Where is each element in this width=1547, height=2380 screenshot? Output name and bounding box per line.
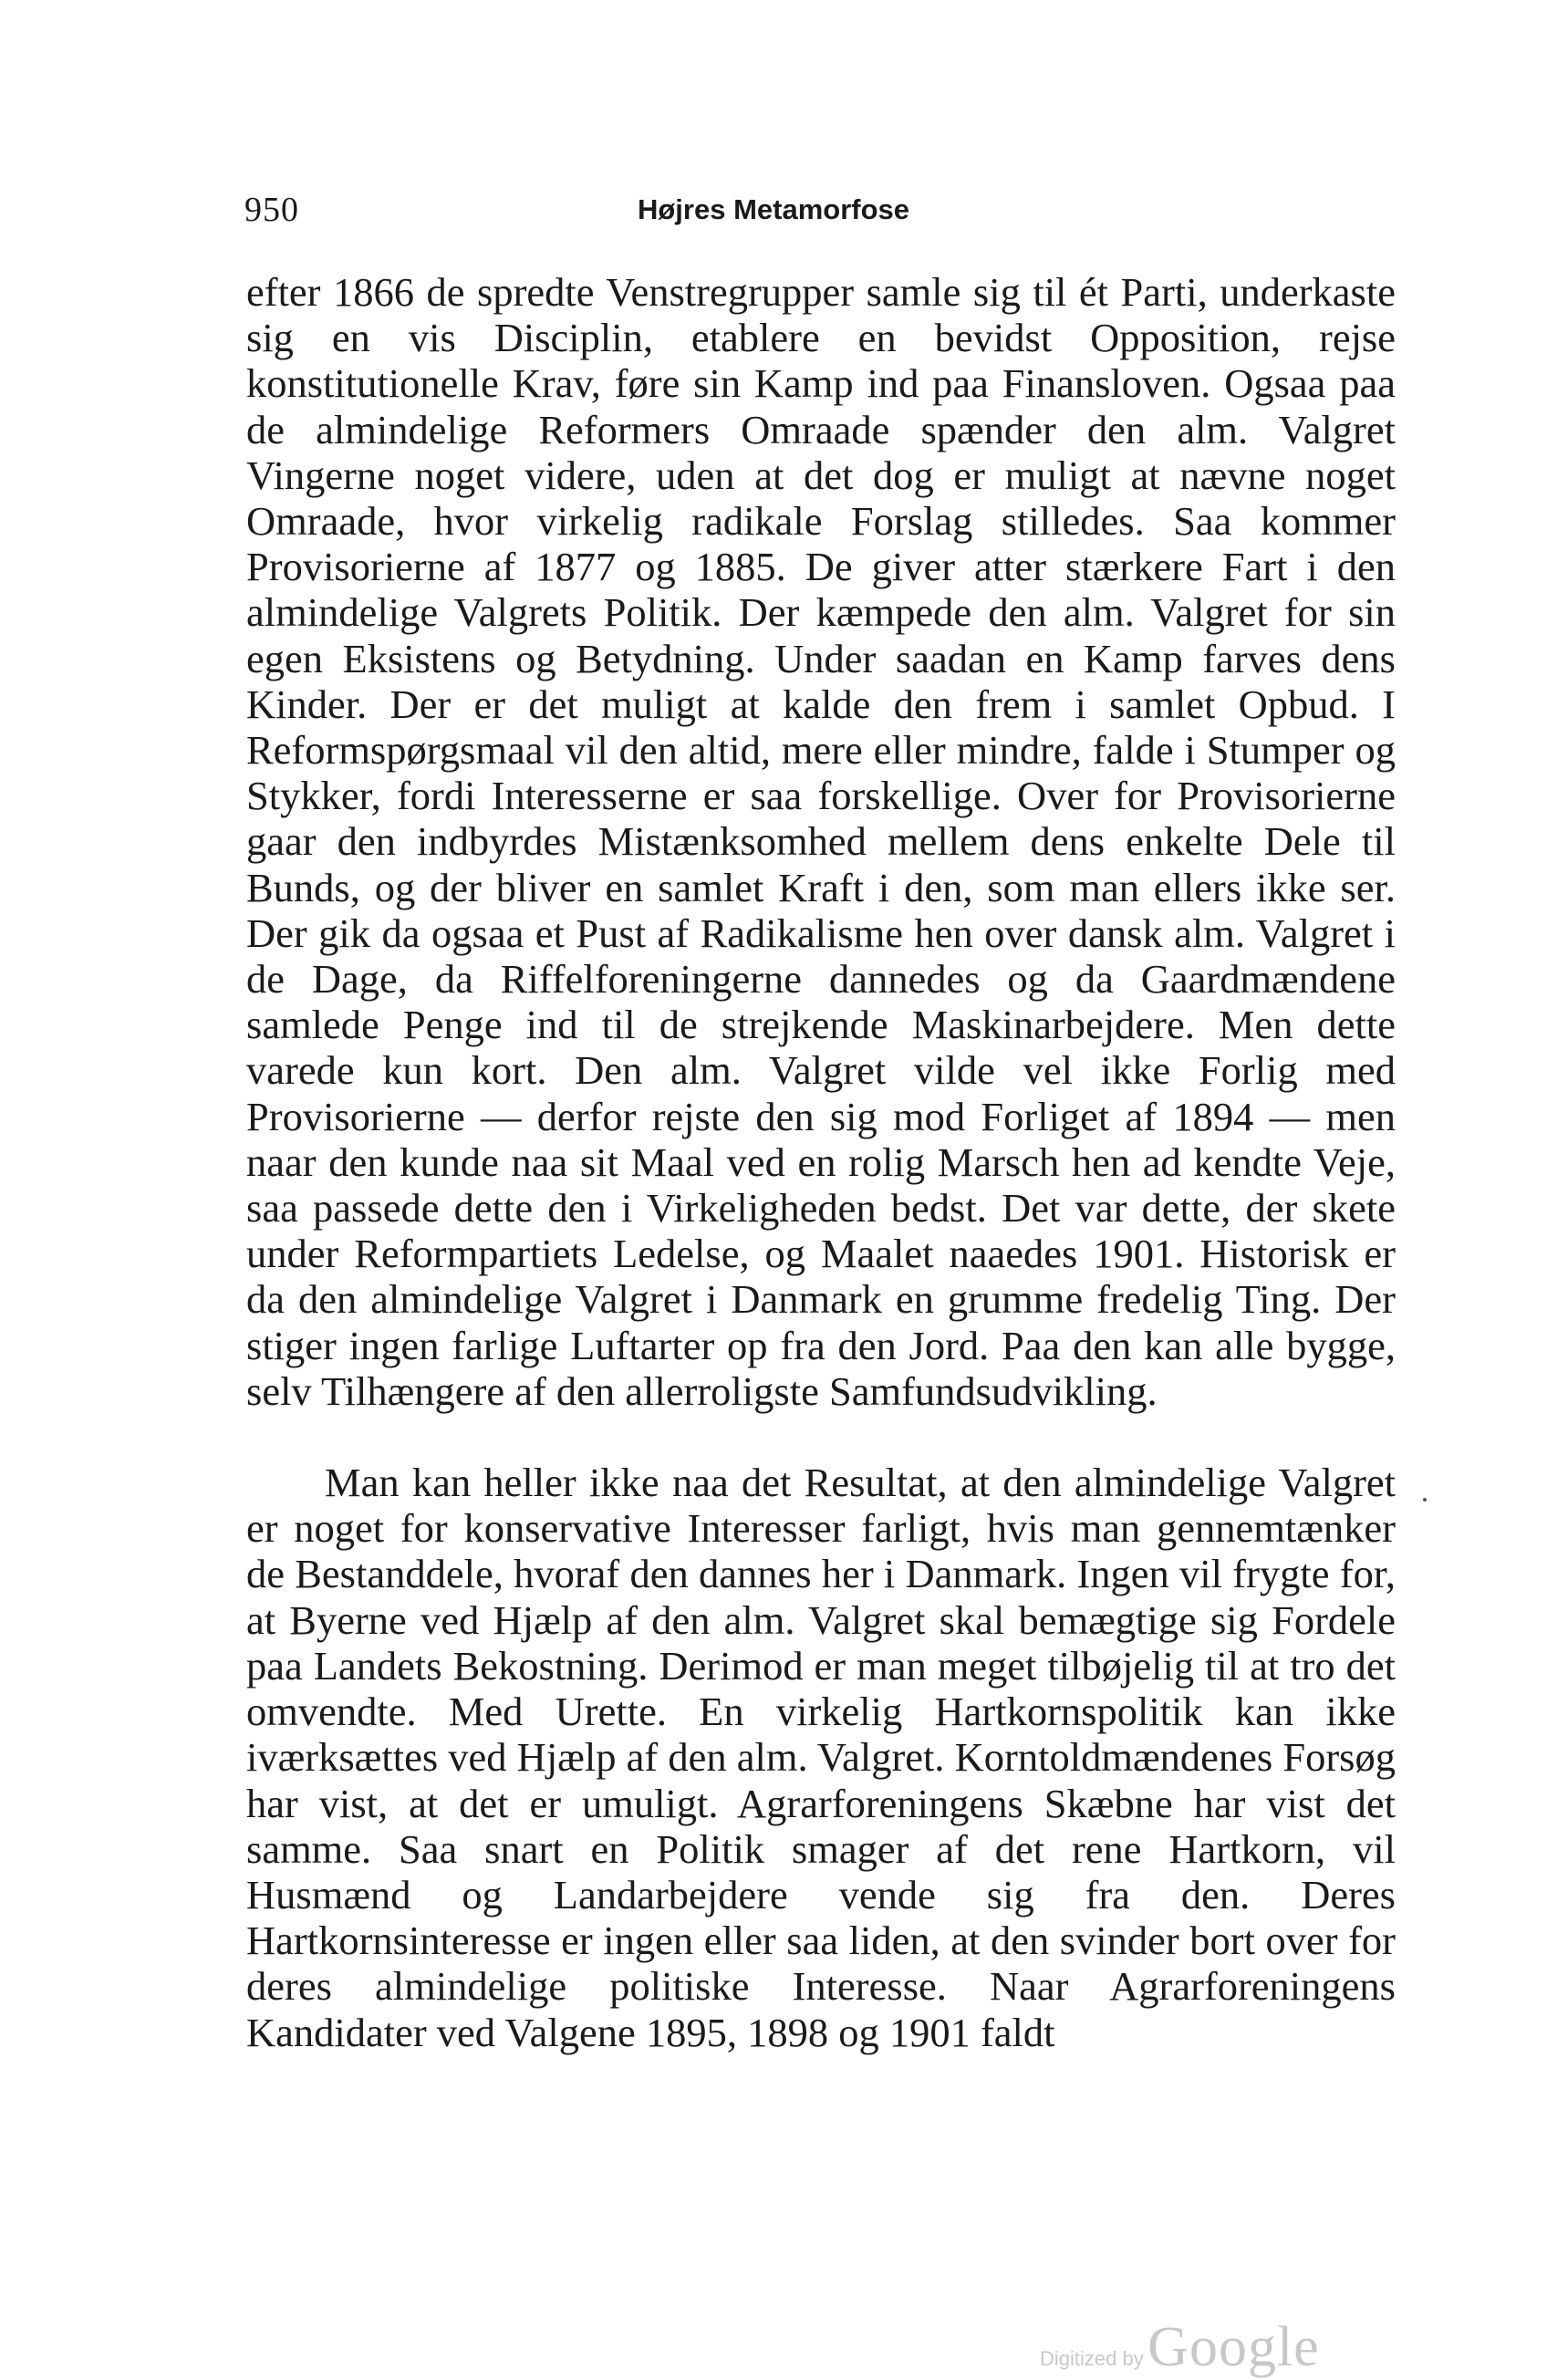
running-head: Højres Metamorfose bbox=[637, 193, 910, 225]
paragraph-1: efter 1866 de spredte Venstregrupper samle sig til ét Parti, underkaste sig en vis Disciplin, etablere en bevidst Opposition, rejse konstitutionelle Krav, føre sin Kamp ind paa Finansloven. Ogsaa paa de almindelige Reformers Omraade spænder den alm. Valgret Vingerne noget videre, uden at det dog er muligt at nævne noget Omraade, hvor virkelig radikale Forslag stilledes. Saa kommer Provisorierne af 1877 og 1885. De giver atter stærkere Fart i den almindelige Valgrets Politik. Der kæmpede den alm. Valgret for sin egen Eksistens og Betydning. Under saadan en Kamp farves dens Kinder. Der er det muligt at kalde den frem i samlet Opbud. I Reformspørgsmaal vil den altid, mere eller mindre, falde i Stumper og Stykker, fordi Interesserne er saa forskellige. Over for Provisorierne gaar den indbyrdes Mistænksomhed mellem dens enkelte Dele til Bunds, og der bliver en samlet Kraft i den, som man ellers ikke ser. Der gik da ogsaa et Pust af Radikalisme hen over dansk alm. Valgret i de Dage, da Riffelforeningerne dannedes og da Gaardmændene samlede Penge ind til de strejkende Maskinarbejdere. Men dette varede kun kort. Den alm. Valgret vilde vel ikke Forlig med Provisorierne — derfor rejste den sig mod Forliget af 1894 — men naar den kunde naa sit Maal ved en rolig Marsch hen ad kendte Veje, saa passede dette den i Virkeligheden bedst. Det var dette, der skete under Reformpartiets Ledelse, og Maalet naaedes 1901. Historisk er da den almindelige Valgret i Danmark en grumme fredelig Ting. Der stiger ingen farlige Luftarter op fra den Jord. Paa den kan alle bygge, selv Tilhængere af den allerroligste Samfundsudvikling. bbox=[246, 269, 1396, 1414]
body-text bbox=[246, 269, 1396, 2055]
ink-speck bbox=[1423, 1498, 1427, 1502]
google-logo: Google bbox=[1147, 2316, 1320, 2378]
paragraph-2: Man kan heller ikke naa det Resultat, at den almindelige Valgret er noget for konservative Interesser farligt, hvis man gennemtænker de Bestanddele, hvoraf den dannes her i Danmark. Ingen vil frygte for, at Byerne ved Hjælp af den alm. Valgret skal bemægtige sig Fordele paa Landets Bekostning. Derimod er man meget tilbøjelig til at tro det omvendte. Med Urette. En virkelig Hartkornspolitik kan ikke iværksættes ved Hjælp af den alm. Valgret. Korntoldmændenes Forsøg har vist, at det er umuligt. Agrarforeningens Skæbne har vist det samme. Saa snart en Politik smager af det rene Hartkorn, vil Husmænd og Landarbejdere vende sig fra den. Deres Hartkornsinteresse er ingen eller saa liden, at den svinder bort over for deres almindelige politiske Interesse. Naar Agrarforeningens Kandidater ved Valgene 1895, 1898 og 1901 faldt bbox=[246, 1460, 1396, 2055]
digitized-by-google-watermark bbox=[1040, 2315, 1320, 2380]
page-number: 950 bbox=[244, 191, 299, 229]
watermark-prefix: Digitized by bbox=[1040, 2347, 1144, 2370]
